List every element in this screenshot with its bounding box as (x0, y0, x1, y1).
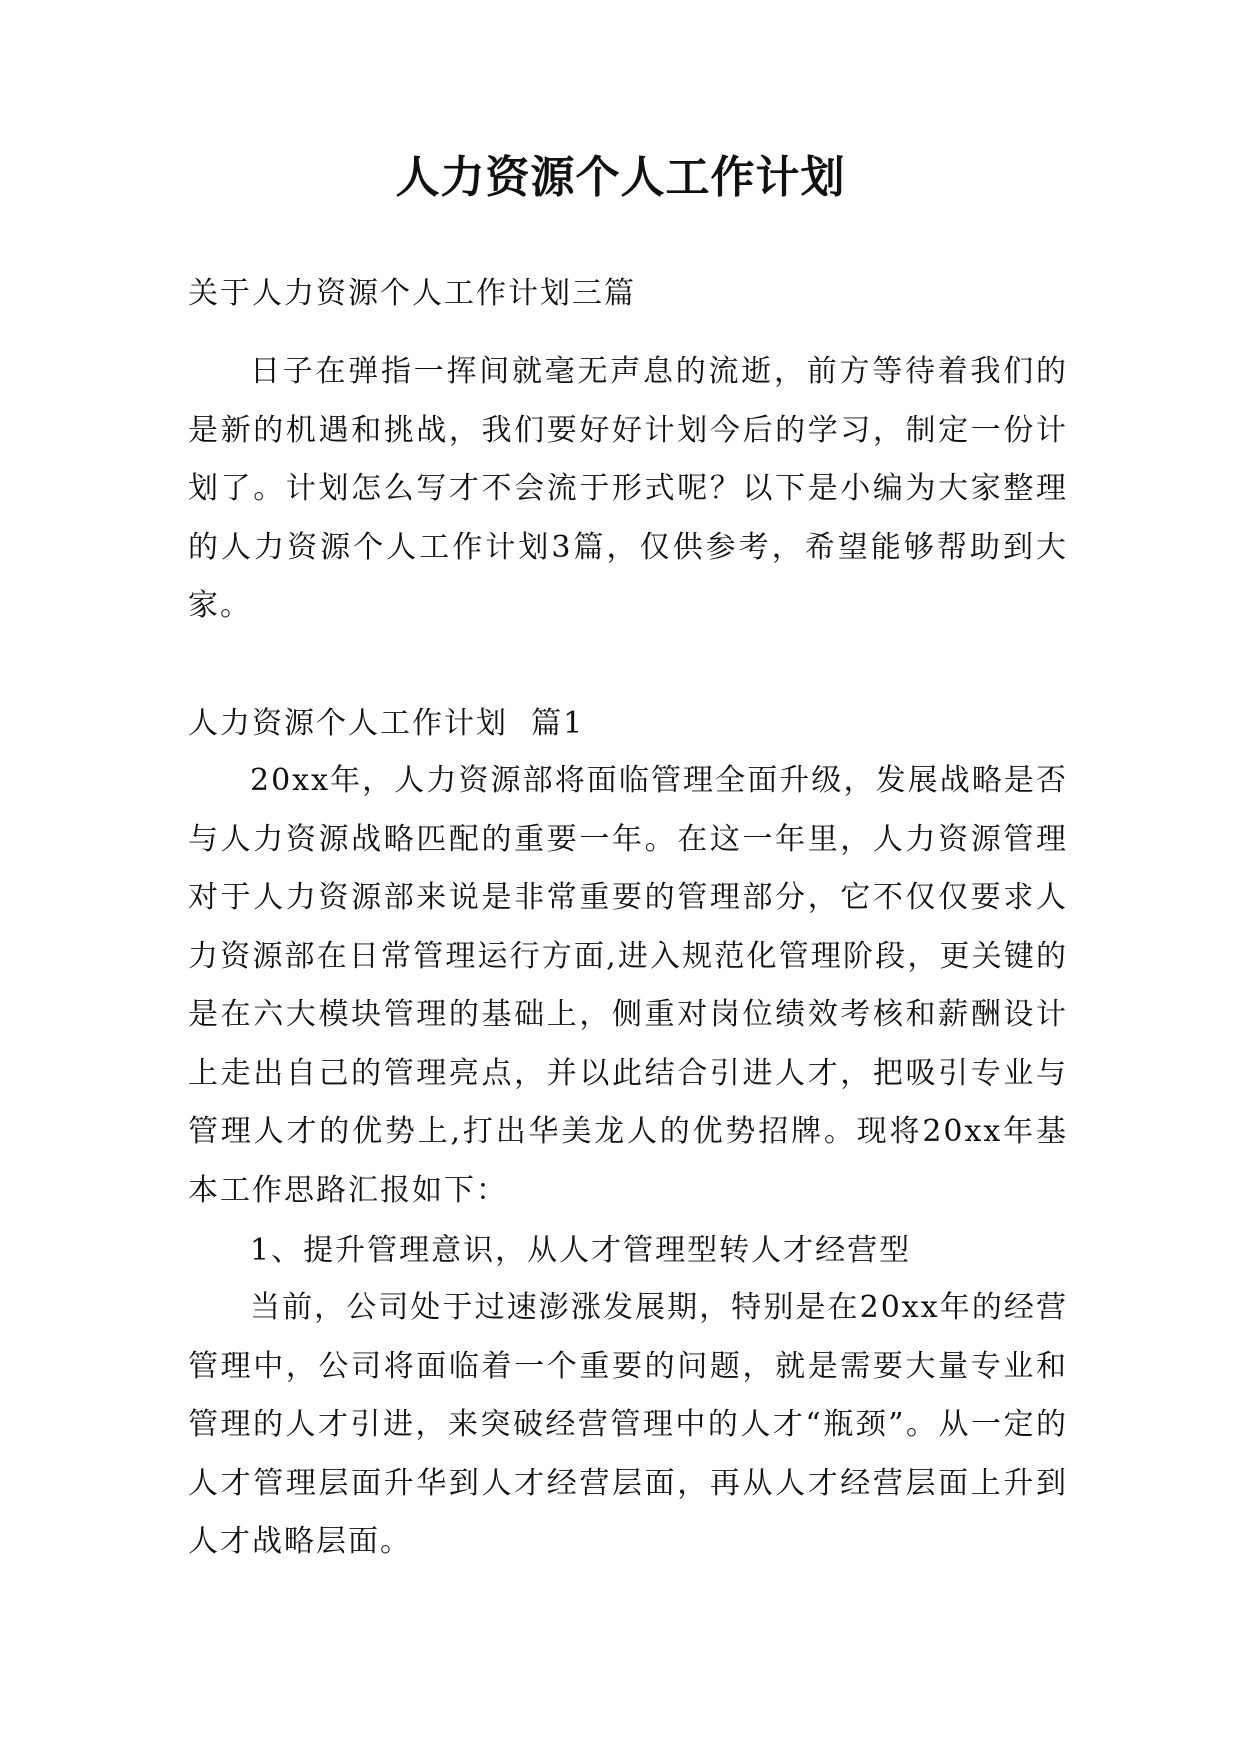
intro-paragraph: 日子在弹指一挥间就毫无声息的流逝，前方等待着我们的是新的机遇和挑战，我们要好好计划今后的学习，制定一份计划了。计划怎么写才不会流于形式呢？以下是小编为大家整理的人力资源个人工作计划3篇，仅供参考，希望能够帮助到大家。 (188, 354, 1068, 623)
section-heading: 人力资源个人工作计划 篇1 (188, 706, 585, 741)
section-list-item: 1、提升管理意识，从人才管理型转人才经营型 (250, 1233, 912, 1268)
section-paragraph: 当前，公司处于过速澎涨发展期，特别是在20xx年的经营管理中，公司将面临着一个重要的问题，就是需要大量专业和管理的人才引进，来突破经营管理中的人才“瓶颈”。从一定的人才管理层面升华到人才经营层面，再从人才经营层面上升到人才战略层面。 (188, 1290, 1068, 1559)
section-paragraph: 20xx年，人力资源部将面临管理全面升级，发展战略是否与人力资源战略匹配的重要一年。在这一年里，人力资源管理对于人力资源部来说是非常重要的管理部分，它不仅仅要求人力资源部在日常管理运行方面,进入规范化管理阶段，更关键的是在六大模块管理的基础上，侧重对岗位绩效考核和薪酬设计上走出自己的管理亮点，并以此结合引进人才，把吸引专业与管理人才的优势上,打出华美龙人的优势招牌。现将20xx年基本工作思路汇报如下： (188, 763, 1068, 1208)
document-subtitle: 关于人力资源个人工作计划三篇 (188, 276, 636, 311)
page-title: 人力资源个人工作计划 (395, 152, 846, 203)
